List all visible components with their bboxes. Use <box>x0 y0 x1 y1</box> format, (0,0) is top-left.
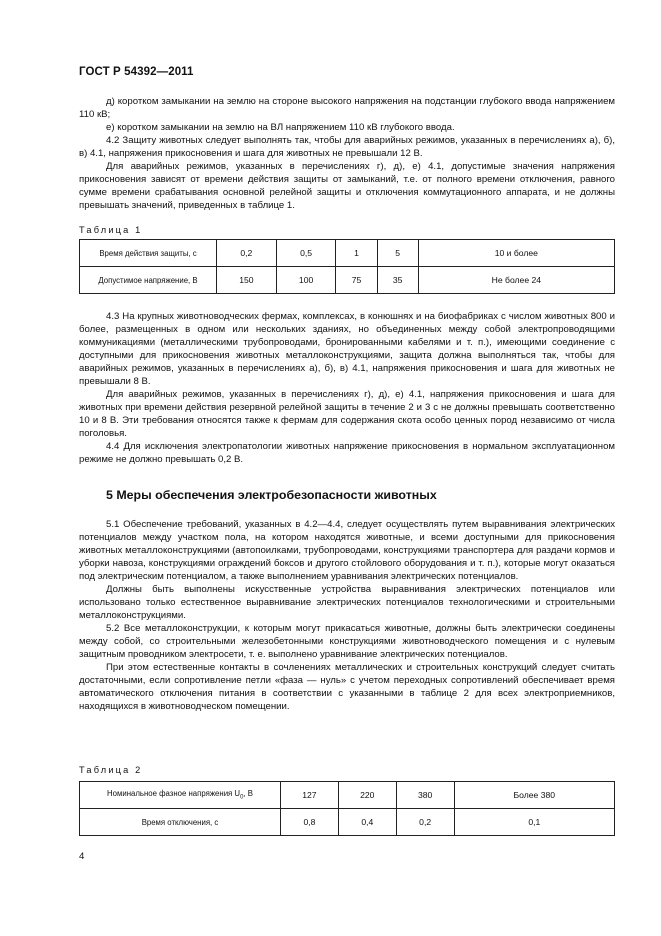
paragraph: 4.4 Для исключения электропатологии животных напряжение прикосновения в нормальном эксплуатационном режиме не должно превышать 0,2 В. <box>79 441 615 465</box>
table-row <box>80 240 615 267</box>
text-block-2 <box>79 310 615 466</box>
table-cell: 1 <box>336 240 377 267</box>
table-row-header-text: Номинальное фазное напряжения U <box>107 789 241 799</box>
paragraph: Для аварийных режимов, указанных в перечислениях г), д), е) 4.1, напряжения прикосновения и шага для животных при времени действия резервной релейной защиты в течение 2 и 3 с не должны превышать соответственно 10 и 8 В. Эти требования относятся также к фермам для содержания скота особо ценных пород независимо от числа поголовья. <box>79 389 615 439</box>
table-cell: Не более 24 <box>418 267 614 294</box>
table-cell: 0,8 <box>281 809 339 836</box>
table-row <box>80 809 615 836</box>
table-cell: 220 <box>338 782 396 809</box>
paragraph: 5.2 Все металлоконструкции, к которым могут прикасаться животные, должны быть электрически соединены между собой, со строительными железобетонными конструкциями животноводческого помещения и с нулевым защитным проводником электросети, т. е. выполнено уравнивание электрических потенциалов. <box>79 623 615 660</box>
table-1-caption: Таблица 1 <box>79 225 143 235</box>
standard-header: ГОСТ Р 54392—2011 <box>79 66 194 78</box>
paragraph: 4.2 Защиту животных следует выполнять так, чтобы для аварийных режимов, указанных в перечислениях а), б), в) 4.1, напряжения прикосновения и шага для животных не превышали 12 В. <box>79 135 615 159</box>
table-cell: 0,2 <box>396 809 454 836</box>
table-1 <box>79 239 615 294</box>
page-number: 4 <box>79 851 85 862</box>
table-row-header: Время отключения, с <box>80 809 281 836</box>
table-row <box>80 782 615 809</box>
table-row-header-unit: , В <box>243 789 253 799</box>
table-cell: 0,5 <box>276 240 336 267</box>
table-cell: 150 <box>217 267 277 294</box>
paragraph: Должны быть выполнены искусственные устройства выравнивания электрических потенциалов или использовано только естественное выравнивание электрических потенциалов технологическими и строительными металлоконструкциями. <box>79 584 615 621</box>
table-2-caption: Таблица 2 <box>79 765 143 775</box>
table-cell: 380 <box>396 782 454 809</box>
table-cell: 0,1 <box>454 809 614 836</box>
table-cell: 127 <box>281 782 339 809</box>
table-cell: 5 <box>377 240 418 267</box>
table-row-header <box>80 782 281 809</box>
paragraph: При этом естественные контакты в сочленениях металлических и строительных конструкций следует считать достаточными, если сопротивление петли «фаза — нуль» с учетом переходных сопротивлений обеспечивает время автоматического отключения питания в соответствии с указанными в таблице 2 для всех электроприемников, находящихся в животноводческом помещении. <box>79 662 615 712</box>
paragraph: Для аварийных режимов, указанных в перечислениях г), д), е) 4.1, допустимые значения напряжения прикосновения зависят от времени действия защиты от замыканий, т.е. от полного времени отключения, равного сумме времени срабатывания основной релейной защиты и отключения коммутационного аппарата, и не должны превышать значений, приведенных в таблице 1. <box>79 161 615 211</box>
table-row-header: Допустимое напряжение, В <box>80 267 217 294</box>
table-2 <box>79 781 615 836</box>
table-cell: 10 и более <box>418 240 614 267</box>
table-cell: Более 380 <box>454 782 614 809</box>
paragraph: е) коротком замыкании на землю на ВЛ напряжением 110 кВ глубокого ввода. <box>106 122 455 133</box>
subscript: 0 <box>240 794 244 801</box>
table-cell: 35 <box>377 267 418 294</box>
table-cell: 100 <box>276 267 336 294</box>
text-block-1 <box>79 95 615 212</box>
paragraph: д) коротком замыкании на землю на стороне высокого напряжения на подстанции глубокого ввода напряжением 110 кВ; <box>79 96 615 120</box>
section-heading: 5 Меры обеспечения электробезопасности животных <box>106 488 437 502</box>
table-cell: 0,2 <box>217 240 277 267</box>
table-cell: 75 <box>336 267 377 294</box>
paragraph: 5.1 Обеспечение требований, указанных в 4.2—4.4, следует осуществлять путем выравнивания электрических потенциалов между участком пола, на котором находятся животные, и всеми доступными для прикосновения животных металлоконструкциями (автопоилками, трубопроводами, конструкциями транспортера для раздачи кормов и уборки навоза, конструкциями ограждений боксов и другого стойлового оборудования и т. п.), которые могут оказаться под электрическим потенциалом, а также выполнением уравнивания электрических потенциалов. <box>79 519 615 582</box>
table-row <box>80 267 615 294</box>
text-block-3 <box>79 518 615 713</box>
paragraph: 4.3 На крупных животноводческих фермах, комплексах, в конюшнях и на биофабриках с числом животных 800 и более, размещенных в одном или нескольких зданиях, но объединенных между собой электропроводящими коммуникациями (металлическими трубопроводами, бронированными кабелями и т. п.), имеющими соединение с доступными для прикосновения животных металлоконструкциями, защита должна выполняться так, чтобы для аварийных режимов, указанных в перечислениях а), б), в) 4.1, напряжения прикосновения и шага для животных не превышали 8 В. <box>79 311 615 387</box>
table-cell: 0,4 <box>338 809 396 836</box>
table-row-header: Время действия защиты, с <box>80 240 217 267</box>
